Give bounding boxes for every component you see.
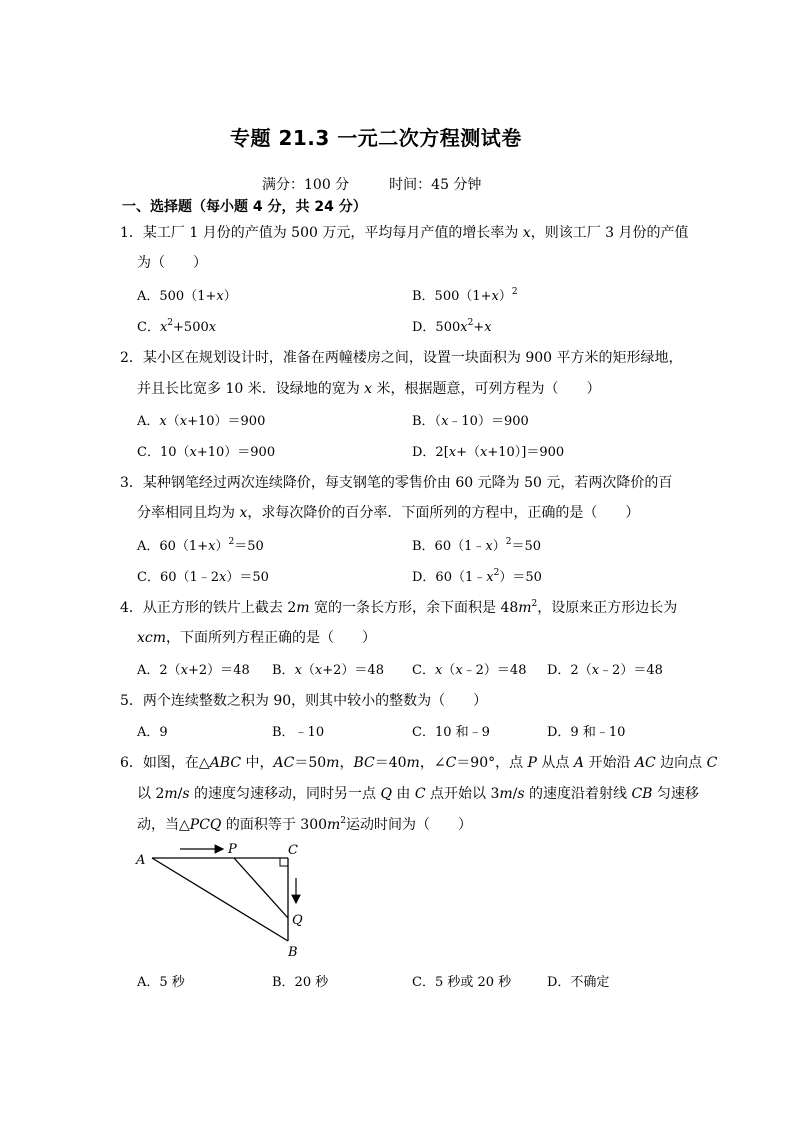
side-ab (152, 858, 288, 941)
question-5-option-c: C．10 和﹣9 (412, 725, 490, 740)
question-6-option-d: D．不确定 (547, 975, 610, 990)
question-1-option-a: A．500（1+x） (137, 289, 237, 304)
question-6-option-b: B．20 秒 (272, 975, 329, 990)
question-5-line-1: 5．两个连续整数之积为 90，则其中较小的整数为（ ） (120, 693, 488, 709)
question-4-line-1: 4．从正方形的铁片上截去 2m 宽的一条长方形，余下面积是 $48m^2$，设原来正方形边长为 (120, 599, 678, 616)
question-6-line-1: 6．如图，在△ABC 中，AC＝50m，BC＝40m，∠C＝90°，点 P 从点 A 开始沿 AC 边向点 C (120, 755, 718, 771)
page-title: 专题 21.3 一元二次方程测试卷 (230, 126, 522, 150)
full-score: 满分：100 分 (262, 177, 350, 193)
question-3-line-1: 3．某种钢笔经过两次连续降价，每支钢笔的零售价由 60 元降为 50 元，若两次降价的百 (120, 475, 673, 491)
question-6-line-3: 动，当△PCQ 的面积等于 $300m^2$运动时间为（ ） (137, 816, 473, 833)
question-4-line-2: xcm，下面所列方程正确的是（ ） (137, 630, 377, 646)
question-6-option-c: C．5 秒或 20 秒 (412, 975, 512, 990)
question-1-option-b: B．$500(1+x)^2$ (412, 287, 518, 304)
question-4-option-d: D．2（x﹣2）＝48 (547, 663, 663, 678)
question-5-option-d: D．9 和﹣10 (547, 725, 626, 740)
question-5-option-a: A．9 (137, 725, 168, 740)
question-2-option-c: C．10（x+10）＝900 (137, 445, 276, 460)
question-2-line-1: 2．某小区在规划设计时，准备在两幢楼房之间，设置一块面积为 900 平方米的矩形绿地， (120, 350, 683, 366)
question-1-option-d: D．$500x^2+x$ (412, 318, 492, 335)
label-p: P (228, 842, 237, 857)
label-c: C (288, 843, 298, 858)
question-3-option-c: C．60（1﹣2x）＝50 (137, 570, 269, 585)
right-angle-mark (280, 858, 288, 866)
question-5-option-b: B．﹣10 (272, 725, 325, 740)
question-2-option-a: A．x（x+10）＝900 (137, 414, 266, 429)
question-1-line-1: 1．某工厂 1 月份的产值为 500 万元，平均每月产值的增长率为 x，则该工厂 3 月份的产值 (120, 225, 689, 241)
question-3-option-a: A．$60(1+x)^2=50$ (137, 537, 264, 554)
label-a: A (136, 853, 146, 868)
exam-time: 时间：45 分钟 (389, 177, 482, 193)
question-1-option-c: C．$x^2+500x$ (137, 318, 217, 335)
question-6-line-2: 以 2m/s 的速度匀速移动，同时另一点 Q 由 C 点开始以 3m/s 的速度沿着射线 CB 匀速移 (137, 786, 699, 802)
triangle-figure (130, 838, 320, 962)
question-6-option-a: A．5 秒 (137, 975, 185, 990)
label-q: Q (292, 913, 303, 928)
question-2-line-2: 并且长比宽多 10 米．设绿地的宽为 x 米，根据题意，可列方程为（ ） (137, 381, 601, 397)
question-3-option-b: B．60（1﹣x）$^2$＝50 (412, 537, 542, 554)
section-heading: 一、选择题（每小题 4 分，共 24 分） (122, 199, 367, 215)
segment-pq (234, 858, 288, 918)
question-4-option-a: A．2（x+2）＝48 (137, 663, 250, 678)
question-2-option-d: D．2[x+（x+10）]＝900 (412, 445, 565, 460)
question-4-option-c: C．x（x﹣2）＝48 (412, 663, 527, 678)
question-3-line-2: 分率相同且均为 x，求每次降价的百分率．下面所列的方程中，正确的是（ ） (137, 505, 640, 521)
question-2-option-b: B．（x﹣10）＝900 (412, 414, 529, 429)
question-1-line-2: 为（ ） (137, 255, 207, 271)
question-4-option-b: B．x（x+2）＝48 (272, 663, 384, 678)
label-b: B (288, 945, 298, 960)
question-3-option-d: D．$60(1﹣x^2)=50$ (412, 568, 542, 585)
exam-meta (262, 174, 481, 194)
